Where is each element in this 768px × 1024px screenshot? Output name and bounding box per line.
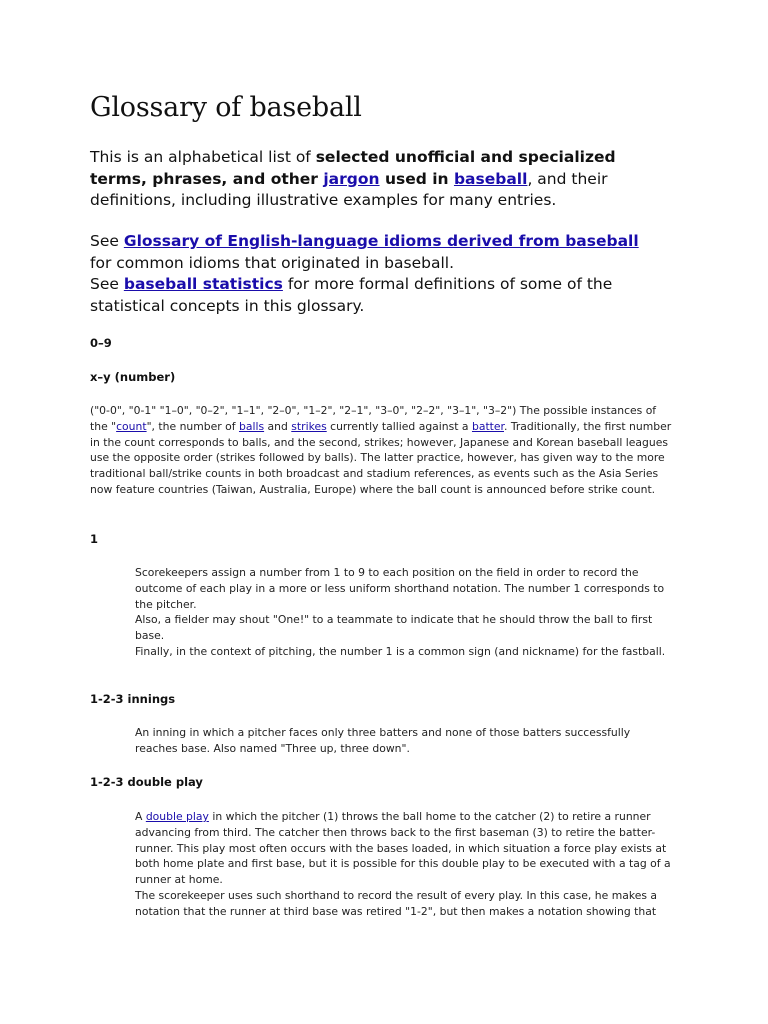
section-heading-123-double-play: 1-2-3 double play <box>90 775 203 789</box>
innings-definition: An inning in which a pitcher faces only three batters and none of those batters successfully reaches base. Also named "Three up, three down". <box>135 726 631 755</box>
xy-text-d: currently tallied against a <box>326 419 472 433</box>
double-play-definition <box>135 809 671 920</box>
baseball-link[interactable]: baseball <box>453 169 528 188</box>
jargon-link[interactable]: jargon <box>323 169 380 188</box>
see-text-3: See <box>90 275 124 293</box>
idioms-glossary-link[interactable]: Glossary of English-language idioms derived from baseball <box>123 232 639 250</box>
count-link[interactable]: count <box>116 419 147 433</box>
xy-definition <box>90 403 672 498</box>
balls-link[interactable]: balls <box>238 419 265 433</box>
strikes-link[interactable]: strikes <box>291 419 327 433</box>
intro-text: This is an alphabetical list of <box>90 148 316 166</box>
double-play-paragraph-2: The scorekeeper uses such shorthand to record the result of every play. In this case, he makes a notation that the runner at third base was retired "1-2", but then makes a notation showing that <box>135 888 658 918</box>
xy-text-e: . Traditionally, the first number in the count corresponds to balls, and the second, strikes; however, Japanese and Korean baseball leagues use the opposite order (strikes followed by balls). The latter practice, however, has given way to the more traditional ball/strike counts in both broadcast and stadium references, as events such as the Asia Series now feature countries (Taiwan, Australia, Europe) where the ball count is announced before strike count. <box>90 419 672 496</box>
double-play-paragraph-1 <box>135 809 671 888</box>
page-title: Glossary of baseball <box>90 92 362 123</box>
section-heading-xy: x–y (number) <box>90 370 176 384</box>
dp-text-a: A <box>135 810 146 823</box>
one-paragraph-3: Finally, in the context of pitching, the number 1 is a common sign (and nickname) for the fastball. <box>135 644 666 658</box>
see-text-1: See <box>90 232 124 250</box>
intro-bold-text: selected unofficial and specialized terms, phrases, and other <box>90 148 616 188</box>
see-text-2: for common idioms that originated in baseball. <box>90 253 455 272</box>
one-definition <box>135 565 671 660</box>
section-heading-0-9: 0–9 <box>90 336 112 350</box>
baseball-statistics-link[interactable]: baseball statistics <box>123 275 283 293</box>
section-heading-1: 1 <box>90 532 99 546</box>
double-play-link[interactable]: double play <box>145 810 209 823</box>
intro-text-2: , and their definitions, including illustrative examples for many entries. <box>90 169 608 209</box>
intro-bold-text-2: used in <box>379 169 454 188</box>
see-paragraph <box>90 231 650 317</box>
section-heading-123-innings: 1-2-3 innings <box>90 692 176 706</box>
one-paragraph-2: Also, a fielder may shout "One!" to a teammate to indicate that he should throw the ball to first base. <box>135 613 653 643</box>
xy-text-a: ("0-0", "0-1" "1–0", "0–2", "1–1", "2–0", "1–2", "2–1", "3–0", "2–2", "3–1", "3–2") The possible instances of the " <box>90 404 657 433</box>
dp-text-b: in which the pitcher (1) throws the ball home to the catcher (2) to retire a runner advancing from third. The catcher then throws back to the first baseman (3) to retire the batter-runner. This play most often occurs with the bases loaded, in which situation a force play exists at both home plate and first base, but it is possible for this double play to be executed with a tag of a runner at home. <box>135 810 671 887</box>
one-paragraph-1: Scorekeepers assign a number from 1 to 9 to each position on the field in order to record the outcome of each play in a more or less uniform shorthand notation. The number 1 corresponds to the pitcher. <box>135 566 665 611</box>
batter-link[interactable]: batter <box>471 419 504 433</box>
xy-text-b: ", the number of <box>146 419 239 433</box>
intro-paragraph <box>90 147 650 212</box>
xy-text-c: and <box>264 419 292 433</box>
see-text-4: for more formal definitions of some of the statistical concepts in this glossary. <box>90 275 613 315</box>
